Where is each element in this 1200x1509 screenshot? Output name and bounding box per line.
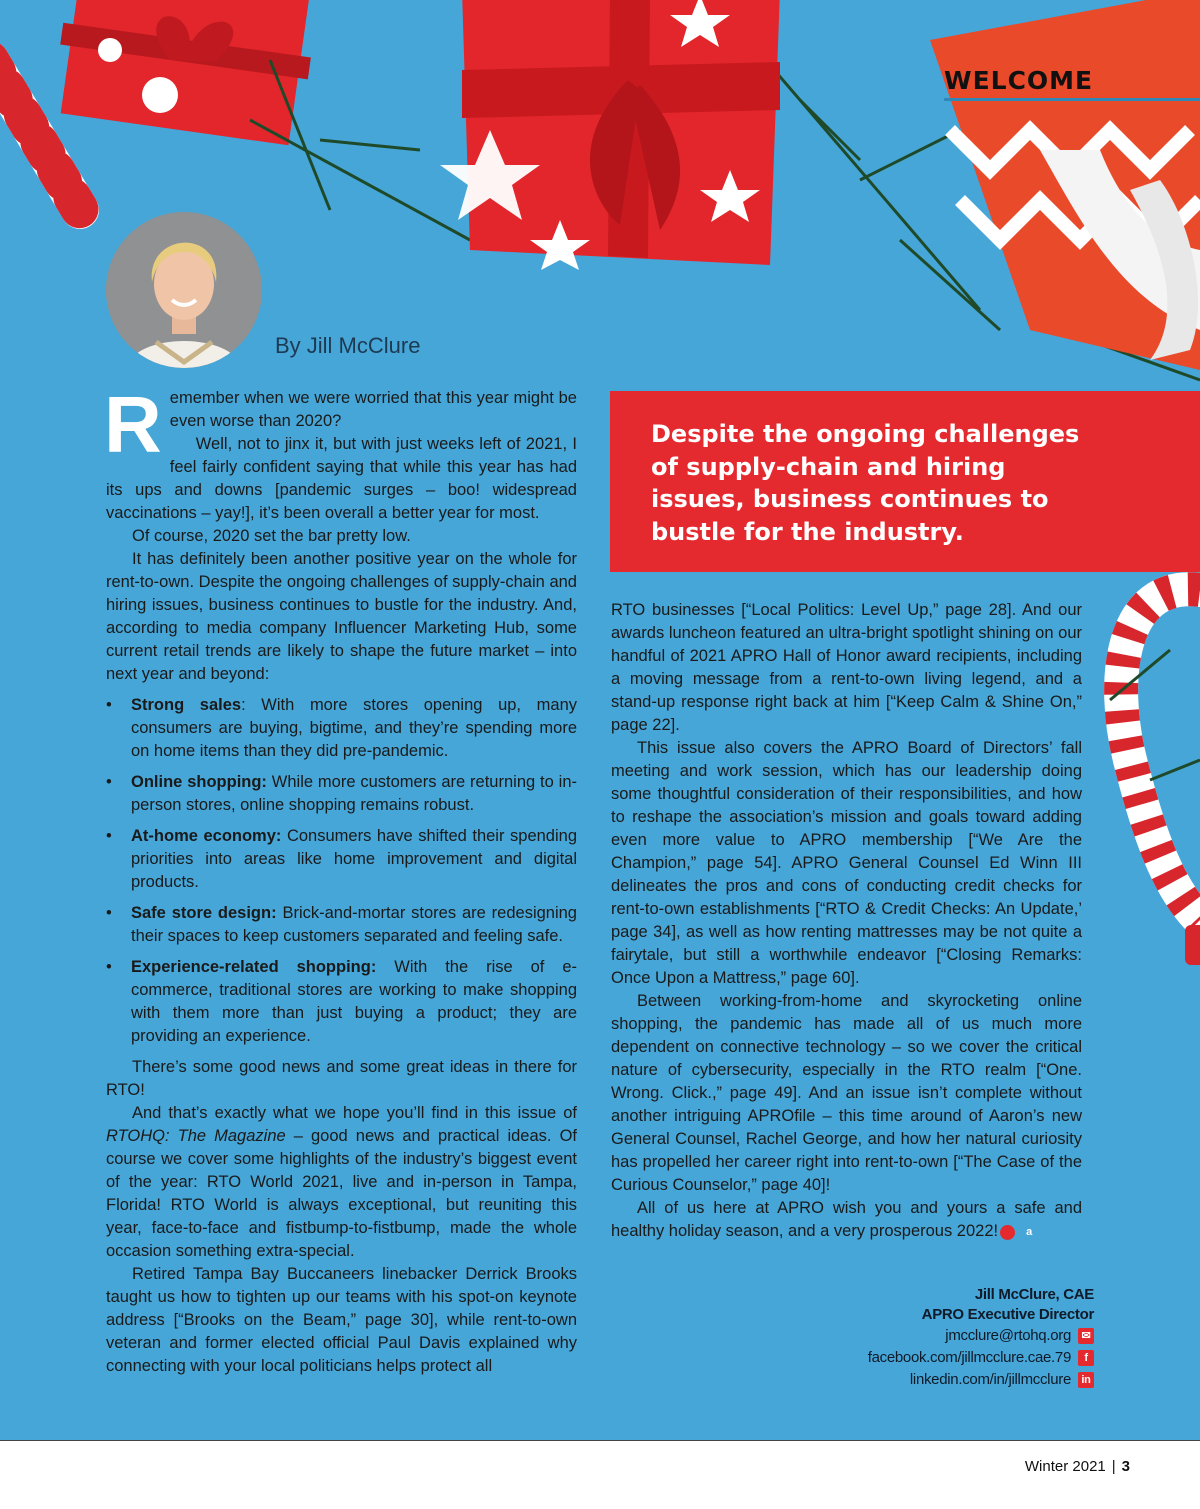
- mail-icon: ✉: [1078, 1328, 1094, 1344]
- drop-cap: R: [104, 380, 162, 469]
- gift-box-right: [930, 0, 1200, 370]
- article-paragraph: Well, not to jinx it, but with just weeks left of 2021, I feel fairly confident saying that while this year has had its ups and downs [pandemic surges – boo! widespread vaccinations – yay!], it’s been overall a better year for most.: [106, 435, 577, 522]
- gift-box-left: [60, 0, 311, 145]
- issue-label: Winter 2021: [1024, 1458, 1106, 1475]
- paragraph-text: All of us here at APRO wish you and yours a safe and healthy holiday season, and a very prosperous 2022!: [611, 1199, 1082, 1240]
- bullet-glyph: •: [106, 904, 112, 922]
- signature-email-line: [868, 1325, 1094, 1347]
- list-item-term: At-home economy:: [131, 827, 282, 845]
- list-item-text: Consumers have shifted their spending priorities into areas like home improvement and digital products.: [131, 827, 577, 891]
- article-paragraph: [104, 380, 577, 469]
- bullet-glyph: •: [106, 773, 112, 791]
- article-paragraph: [611, 1197, 1082, 1243]
- list-item: [106, 956, 577, 1048]
- byline: By Jill McClure: [275, 333, 421, 358]
- list-item-term: Strong sales: [131, 696, 242, 714]
- facebook-icon: f: [1078, 1350, 1094, 1366]
- list-item-text: : With more stores opening up, many consumers are buying, bigtime, and they’re spending more on home items than they did pre-pandemic.: [131, 696, 577, 760]
- list-item-text: While more customers are returning to in-person stores, online shopping remains robust.: [131, 773, 577, 814]
- page-number: 3: [1121, 1458, 1130, 1475]
- list-item: [106, 825, 577, 894]
- list-item: [106, 771, 577, 817]
- paragraph-text: And that’s exactly what we hope you’ll find in this issue of: [132, 1104, 577, 1122]
- author-portrait-illustration: [106, 212, 262, 368]
- article-paragraph: [106, 1102, 577, 1263]
- article-column-left: [104, 380, 577, 1378]
- candy-cane-right: [1110, 589, 1200, 965]
- list-item-term: Experience-related shopping:: [131, 958, 377, 976]
- signature-block: [868, 1285, 1094, 1391]
- article-column-right: [611, 599, 1082, 1243]
- facebook-link[interactable]: facebook.com/jillmcclure.cae.79: [867, 1349, 1071, 1366]
- email-link[interactable]: jmcclure@rtohq.org: [945, 1327, 1071, 1344]
- signature-facebook-line: [868, 1347, 1094, 1369]
- paragraph-text: emember when we were worried that this year might be even worse than 2020?: [169, 389, 577, 430]
- article-paragraph: Of course, 2020 set the bar pretty low.: [132, 527, 411, 545]
- article-paragraph: It has definitely been another positive year on the whole for rent-to-own. Despite the ongoing challenges of supply-chain and hiring issues, business continues to bustle for the industry. And, according to media company Influencer Marketing Hub, some current retail trends are likely to shape the future market – into next year and beyond:: [106, 550, 577, 683]
- list-item-term: Online shopping:: [131, 773, 267, 791]
- gift-box-center: [440, 0, 780, 270]
- article-paragraph: This issue also covers the APRO Board of Directors’ fall meeting and work session, which has our leadership doing some thoughtful consideration of their responsibilities, and how to reshape the association’s mission and goals toward adding even more value to APRO membership [“We Are the Champion,” page 54]. APRO General Counsel Ed Winn III delineates the pros and cons of conducting credit checks for rent-to-own establishments [“RTO & Credit Checks: An Update,’ page 34], as well as how renting mattresses may be not quite a fairytale, but still a worthwhile endeavor [“Closing Remarks: Once Upon a Mattress,” page 60].: [611, 739, 1082, 987]
- list-item-text: With the rise of e-commerce, traditional stores are working to make shopping with them more than just buying a product; they are providing an experience.: [131, 958, 577, 1045]
- section-underline: [944, 98, 1200, 101]
- list-item-term: Safe store design:: [131, 904, 277, 922]
- section-label: WELCOME: [944, 66, 1094, 95]
- footer-divider: [0, 1440, 1200, 1441]
- article-paragraph: There’s some good news and some great ideas in there for RTO!: [106, 1058, 577, 1099]
- signature-title: APRO Executive Director: [921, 1306, 1094, 1323]
- bullet-glyph: •: [106, 696, 112, 714]
- bullet-glyph: •: [106, 958, 112, 976]
- list-item-text: Brick-and-mortar stores are redesigning their spaces to keep customers separated and feeling safe.: [131, 904, 577, 945]
- paragraph-text: – good news and practical ideas. Of course we cover some highlights of the industry’s biggest event of the year: RTO World 2021, live and in-person in Tampa, Florida! RTO World is always exceptional, but reuniting this year, face-to-face and fistbump-to-fistbump, made the whole occasion something extra-special.: [106, 1127, 577, 1260]
- footer-separator: |: [1111, 1458, 1116, 1475]
- pullquote-text: Despite the ongoing challenges of supply-chain and hiring issues, business continues to bustle for the industry.: [651, 420, 1080, 546]
- magazine-title: RTOHQ: The Magazine: [106, 1127, 286, 1145]
- page-footer: [1025, 1458, 1130, 1475]
- article-paragraph: Retired Tampa Bay Buccaneers linebacker Derrick Brooks taught us how to tighten up our teams with his spot-on keynote address [“Brooks on the Beam,” page 30], while rent-to-own veteran and former elected official Paul Davis explained why connecting with your local politicians helps protect all: [106, 1265, 577, 1375]
- author-photo: [106, 212, 262, 368]
- list-item: [106, 694, 577, 763]
- signature-name: Jill McClure, CAE: [974, 1286, 1094, 1303]
- signature-linkedin-line: [868, 1369, 1094, 1391]
- linkedin-link[interactable]: linkedin.com/in/jillmcclure: [909, 1371, 1071, 1388]
- article-paragraph: RTO businesses [“Local Politics: Level Up,” page 28]. And our awards luncheon featured an ultra-bright spotlight shining on our handful of 2021 APRO Hall of Honor award recipients, including a moving message from a rent-to-own living legend, and a stand-up response right back at him [“Keep Calm & Shine On,” page 22].: [611, 601, 1082, 734]
- bullet-glyph: •: [106, 827, 112, 845]
- list-item: [106, 902, 577, 948]
- trend-list: [106, 694, 577, 1048]
- linkedin-icon: in: [1078, 1372, 1094, 1388]
- article-paragraph: Between working-from-home and skyrocketing online shopping, the pandemic has made all of us much more dependent on connective technology – so we cover the critical nature of cybersecurity, especially in the RTO realm [“One. Wrong. Click.,” page 49]. And an issue isn’t complete without another intriguing APROfile – this time around of Aaron’s new General Counsel, Rachel George, and how her natural curiosity has propelled her career right into rent-to-own [“The Case of the Curious Counselor,” page 40]!: [611, 992, 1082, 1194]
- end-mark-icon: a: [1000, 1225, 1015, 1240]
